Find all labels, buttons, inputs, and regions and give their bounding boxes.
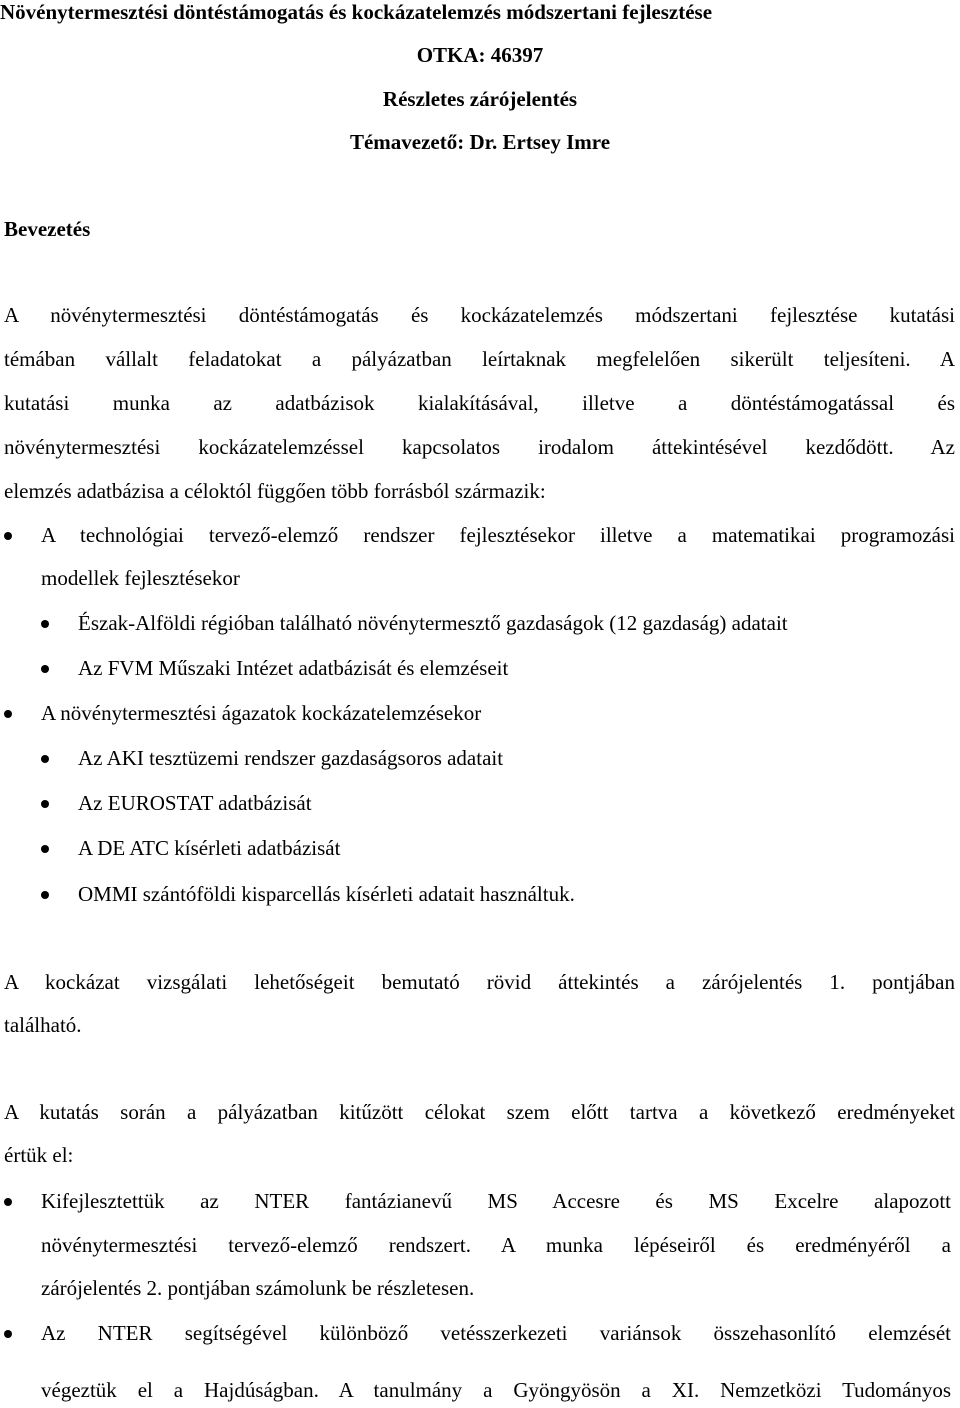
- bullet-icon: [41, 891, 49, 899]
- paragraph-line: található.: [4, 1013, 82, 1037]
- supervisor: Témavezető: Dr. Ertsey Imre: [349, 130, 611, 154]
- list-item: Az NTER segítségével különböző vetésszerkezeti variánsok összehasonlító elemzését: [41, 1321, 951, 1345]
- intro-line: kutatási munka az adatbázisok kialakításával, illetve a döntéstámogatással és: [4, 391, 955, 415]
- list-item: A növénytermesztési ágazatok kockázatelemzésekor: [41, 701, 482, 725]
- paragraph-line: értük el:: [4, 1143, 74, 1167]
- list-item: Észak-Alföldi régióban található növénytermesztő gazdaságok (12 gazdaság) adatait: [78, 611, 788, 635]
- section-heading: Bevezetés: [4, 217, 91, 241]
- intro-line: elemzés adatbázisa a céloktól függően több forrásból származik:: [4, 479, 546, 503]
- intro-line: témában vállalt feladatokat a pályázatban leírtaknak megfelelően sikerült teljesíteni. A: [4, 347, 955, 371]
- list-item: Az FVM Műszaki Intézet adatbázisát és elemzéseit: [78, 656, 509, 680]
- bullet-icon: [41, 845, 49, 853]
- report-type: Részletes zárójelentés: [382, 87, 578, 111]
- bullet-icon: [41, 665, 49, 673]
- list-item: OMMI szántóföldi kisparcellás kísérleti adatait használtuk.: [78, 882, 575, 906]
- document-title: Növénytermesztési döntéstámogatás és kockázatelemzés módszertani fejlesztése: [0, 0, 713, 24]
- bullet-icon: [4, 1330, 12, 1338]
- list-item-continuation: modellek fejlesztésekor: [41, 566, 240, 590]
- list-item: Az AKI tesztüzemi rendszer gazdaságsoros adatait: [78, 746, 504, 770]
- list-item: Az EUROSTAT adatbázisát: [78, 791, 312, 815]
- bullet-icon: [41, 800, 49, 808]
- intro-line: növénytermesztési kockázatelemzéssel kapcsolatos irodalom áttekintésével kezdődött. Az: [4, 435, 955, 459]
- list-item: A technológiai tervező-elemző rendszer fejlesztésekor illetve a matematikai programozási: [41, 523, 955, 547]
- list-item-continuation: végeztük el a Hajdúságban. A tanulmány a Gyöngyösön a XI. Nemzetközi Tudományos: [41, 1378, 951, 1402]
- list-item-continuation: növénytermesztési tervező-elemző rendszert. A munka lépéseiről és eredményéről a: [41, 1233, 951, 1257]
- bullet-icon: [4, 710, 12, 718]
- bullet-icon: [41, 755, 49, 763]
- list-item: A DE ATC kísérleti adatbázisát: [78, 836, 341, 860]
- paragraph-line: A kutatás során a pályázatban kitűzött célokat szem előtt tartva a következő eredményeket: [4, 1100, 955, 1124]
- intro-line: A növénytermesztési döntéstámogatás és kockázatelemzés módszertani fejlesztése kutatási: [4, 303, 955, 327]
- bullet-icon: [4, 1198, 12, 1206]
- list-item: Kifejlesztettük az NTER fantázianevű MS Accesre és MS Excelre alapozott: [41, 1189, 951, 1213]
- list-item-continuation: zárójelentés 2. pontjában számolunk be részletesen.: [41, 1276, 475, 1300]
- bullet-icon: [41, 620, 49, 628]
- paragraph-line: A kockázat vizsgálati lehetőségeit bemutató rövid áttekintés a zárójelentés 1. pontjában: [4, 970, 955, 994]
- grant-number: OTKA: 46397: [416, 43, 544, 67]
- bullet-icon: [4, 532, 12, 540]
